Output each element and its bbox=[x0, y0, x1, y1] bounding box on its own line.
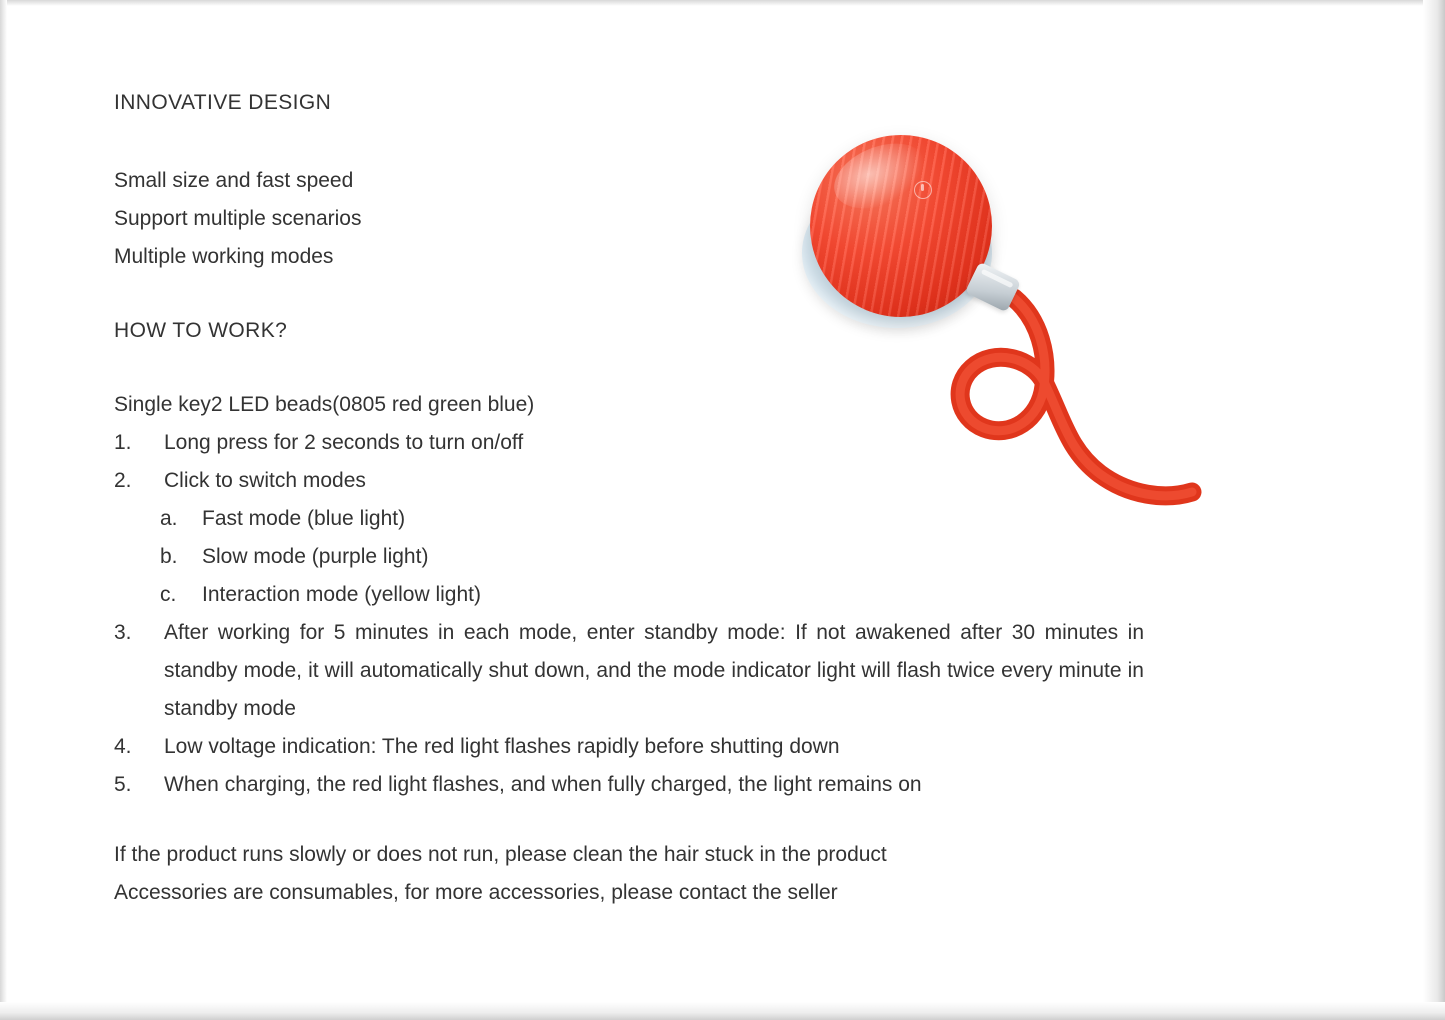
list-marker: a. bbox=[160, 507, 178, 530]
list-item-text: Click to switch modes bbox=[164, 469, 366, 492]
list-item-text: Fast mode (blue light) bbox=[202, 507, 406, 530]
list-marker: b. bbox=[160, 545, 178, 568]
list-item bbox=[114, 766, 1144, 804]
list-marker: 3. bbox=[114, 621, 132, 644]
list-marker: 5. bbox=[114, 773, 132, 796]
lead-line-single-key: Single key2 LED beads(0805 red green blue) bbox=[114, 393, 535, 416]
footer-notes bbox=[114, 836, 1144, 912]
section-title-how-to-work: HOW TO WORK? bbox=[114, 319, 288, 342]
list-item-text: After working for 5 minutes in each mode, enter standby mode: If not awakened after 30 minutes in standby mode, it will automatically shut down, and the mode indicator light will flash twice every minute in standby mode bbox=[164, 621, 1144, 720]
footer-note-1: If the product runs slowly or does not run, please clean the hair stuck in the product bbox=[114, 843, 887, 866]
list-item bbox=[114, 614, 1144, 728]
feature-item-2: Support multiple scenarios bbox=[114, 207, 362, 230]
instruction-list-continued bbox=[114, 614, 1144, 804]
feature-item-3: Multiple working modes bbox=[114, 245, 334, 268]
list-item bbox=[114, 728, 1144, 766]
list-marker: 2. bbox=[114, 469, 132, 492]
list-item-text: Slow mode (purple light) bbox=[202, 545, 429, 568]
list-marker: c. bbox=[160, 583, 177, 606]
list-marker: 1. bbox=[114, 431, 132, 454]
list-item-text: Interaction mode (yellow light) bbox=[202, 583, 481, 606]
red-ball-body bbox=[810, 135, 992, 317]
list-item bbox=[160, 576, 1144, 614]
feature-item-1: Small size and fast speed bbox=[114, 169, 354, 192]
power-button-icon bbox=[914, 181, 932, 199]
list-item-text: Long press for 2 seconds to turn on/off bbox=[164, 431, 524, 454]
footer-note-2: Accessories are consumables, for more accessories, please contact the seller bbox=[114, 881, 838, 904]
list-item bbox=[160, 538, 1144, 576]
list-item-text: Low voltage indication: The red light flashes rapidly before shutting down bbox=[164, 735, 840, 758]
section-title-innovative-design: INNOVATIVE DESIGN bbox=[114, 91, 332, 114]
list-item-text: When charging, the red light flashes, and when fully charged, the light remains on bbox=[164, 773, 922, 796]
product-illustration bbox=[800, 120, 1330, 540]
list-marker: 4. bbox=[114, 735, 132, 758]
